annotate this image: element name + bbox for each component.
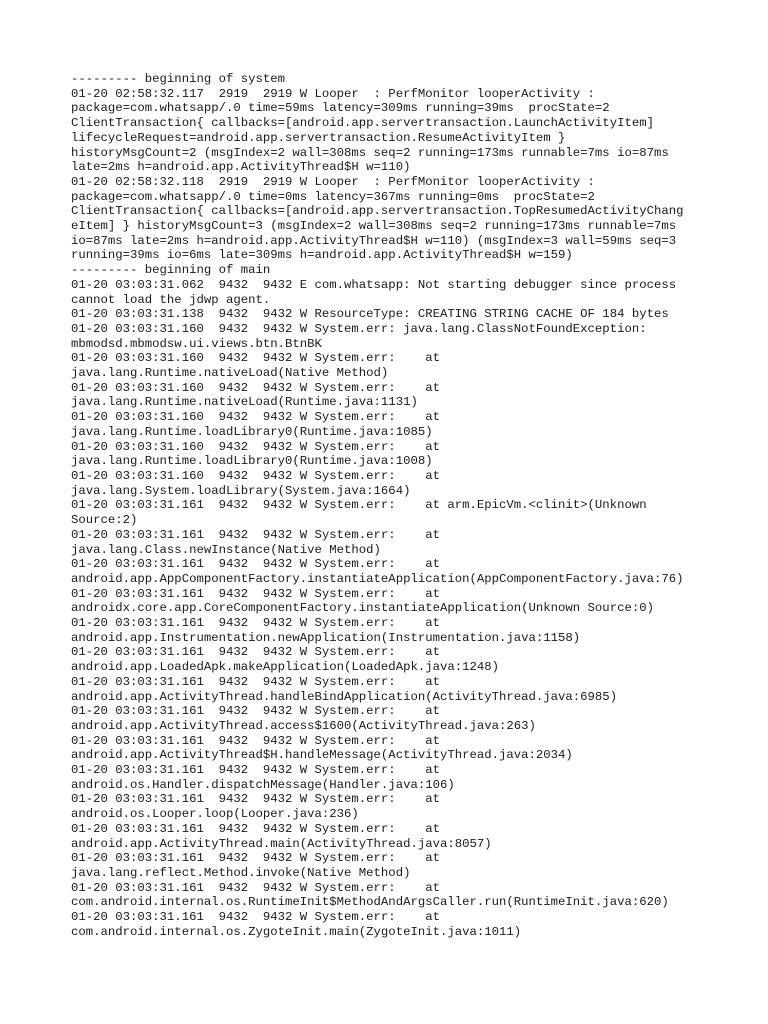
log-line: 01-20 03:03:31.160 9432 9432 W System.err: java.lang.ClassNotFoundException: (71, 321, 647, 336)
log-line: ClientTransaction{ callbacks=[android.app.servertransaction.TopResumedActivityChang (71, 204, 684, 219)
log-line: package=com.whatsapp/.0 time=0ms latency=367ms running=0ms procState=2 (71, 189, 595, 204)
log-line: 01-20 03:03:31.161 9432 9432 W System.err: at (71, 645, 440, 660)
log-line: 01-20 03:03:31.161 9432 9432 W System.err: at (71, 880, 440, 895)
log-line: 01-20 03:03:31.161 9432 9432 W System.err: at (71, 763, 440, 778)
log-line: 01-20 02:58:32.117 2919 2919 W Looper : PerfMonitor looperActivity : (71, 86, 595, 101)
log-line: com.android.internal.os.RuntimeInit$MethodAndArgsCaller.run(RuntimeInit.java:620) (71, 895, 669, 910)
log-line: lifecycleRequest=android.app.servertransaction.ResumeActivityItem } (71, 130, 566, 145)
log-line: eItem] } historyMsgCount=3 (msgIndex=2 wall=308ms seq=2 running=173ms runnable=7ms (71, 219, 677, 234)
log-line: android.app.ActivityThread$H.handleMessage(ActivityThread.java:2034) (71, 748, 573, 763)
log-line: android.app.ActivityThread.access$1600(ActivityThread.java:263) (71, 718, 536, 733)
log-line: 01-20 03:03:31.160 9432 9432 W System.err: at (71, 351, 440, 366)
log-line: Source:2) (71, 513, 138, 528)
log-line: 01-20 03:03:31.161 9432 9432 W System.err: at arm.EpicVm.<clinit>(Unknown (71, 498, 647, 513)
log-line: android.app.ActivityThread.handleBindApplication(ActivityThread.java:6985) (71, 689, 618, 704)
log-line: 01-20 03:03:31.160 9432 9432 W System.err: at (71, 439, 440, 454)
log-body (71, 72, 751, 939)
log-line: 01-20 03:03:31.161 9432 9432 W System.err: at (71, 910, 440, 925)
log-line: java.lang.reflect.Method.invoke(Native Method) (71, 865, 411, 880)
log-line: ClientTransaction{ callbacks=[android.app.servertransaction.LaunchActivityItem] (71, 116, 654, 131)
log-line: package=com.whatsapp/.0 time=59ms latency=309ms running=39ms procState=2 (71, 101, 610, 116)
log-line: 01-20 03:03:31.161 9432 9432 W System.err: at (71, 792, 440, 807)
log-line: historyMsgCount=2 (msgIndex=2 wall=308ms seq=2 running=173ms runnable=7ms io=87ms (71, 145, 669, 160)
log-line: 01-20 03:03:31.160 9432 9432 W System.err: at (71, 410, 440, 425)
log-line: 01-20 03:03:31.161 9432 9432 W System.err: at (71, 821, 440, 836)
log-line: --------- beginning of system (71, 72, 286, 86)
log-line: cannot load the jdwp agent. (71, 292, 271, 307)
log-line: 01-20 03:03:31.062 9432 9432 E com.whatsapp: Not starting debugger since process (71, 277, 677, 292)
log-line: 01-20 02:58:32.118 2919 2919 W Looper : PerfMonitor looperActivity : (71, 174, 595, 189)
log-line: 01-20 03:03:31.138 9432 9432 W ResourceType: CREATING STRING CACHE OF 184 bytes (71, 307, 669, 322)
log-document (71, 72, 751, 939)
log-line: android.app.Instrumentation.newApplication(Instrumentation.java:1158) (71, 630, 581, 645)
log-line: 01-20 03:03:31.161 9432 9432 W System.err: at (71, 616, 440, 631)
log-line: com.android.internal.os.ZygoteInit.main(ZygoteInit.java:1011) (71, 924, 522, 939)
log-line: android.app.LoadedApk.makeApplication(LoadedApk.java:1248) (71, 660, 500, 675)
log-line: running=39ms io=6ms late=309ms h=android.app.ActivityThread$H w=159) (71, 248, 573, 263)
log-line: 01-20 03:03:31.160 9432 9432 W System.err: at (71, 468, 440, 483)
log-line: java.lang.Runtime.loadLibrary0(Runtime.java:1085) (71, 424, 433, 439)
log-line: android.app.ActivityThread.main(ActivityThread.java:8057) (71, 836, 492, 851)
log-line: 01-20 03:03:31.161 9432 9432 W System.err: at (71, 704, 440, 719)
log-line: 01-20 03:03:31.161 9432 9432 W System.err: at (71, 674, 440, 689)
log-line: java.lang.Runtime.nativeLoad(Runtime.java:1131) (71, 395, 418, 410)
log-line: android.app.AppComponentFactory.instantiateApplication(AppComponentFactory.java:76) (71, 571, 684, 586)
log-line: mbmodsd.mbmodsw.ui.views.btn.BtnBK (71, 336, 322, 351)
log-line: 01-20 03:03:31.161 9432 9432 W System.err: at (71, 851, 440, 866)
log-line: android.os.Handler.dispatchMessage(Handler.java:106) (71, 777, 455, 792)
log-line: late=2ms h=android.app.ActivityThread$H w=110) (71, 160, 411, 175)
log-line: 01-20 03:03:31.160 9432 9432 W System.err: at (71, 380, 440, 395)
log-line: java.lang.System.loadLibrary(System.java:1664) (71, 483, 411, 498)
log-line: java.lang.Runtime.loadLibrary0(Runtime.java:1008) (71, 454, 433, 469)
log-line: --------- beginning of main (71, 263, 271, 278)
log-line: io=87ms late=2ms h=android.app.ActivityThread$H w=110) (msgIndex=3 wall=59ms seq=3 (71, 233, 677, 248)
log-line: androidx.core.app.CoreComponentFactory.instantiateApplication(Unknown Source:0) (71, 601, 654, 616)
log-line: java.lang.Runtime.nativeLoad(Native Method) (71, 366, 389, 381)
log-line: 01-20 03:03:31.161 9432 9432 W System.err: at (71, 733, 440, 748)
log-line: 01-20 03:03:31.161 9432 9432 W System.err: at (71, 557, 440, 572)
log-line: android.os.Looper.loop(Looper.java:236) (71, 807, 359, 822)
log-line: java.lang.Class.newInstance(Native Method) (71, 542, 381, 557)
log-line: 01-20 03:03:31.161 9432 9432 W System.err: at (71, 527, 440, 542)
log-line: 01-20 03:03:31.161 9432 9432 W System.err: at (71, 586, 440, 601)
